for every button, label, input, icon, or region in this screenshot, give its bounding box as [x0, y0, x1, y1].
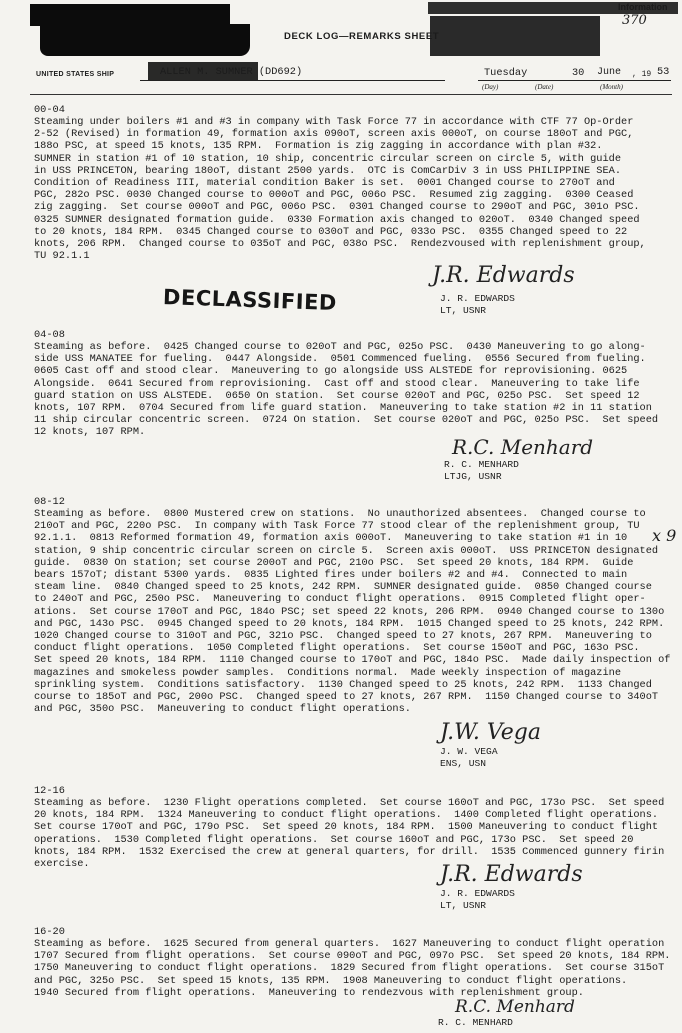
header-rule: [30, 94, 672, 95]
signer-name: J. W. VEGA: [440, 746, 498, 757]
watch-label: 08-12: [34, 496, 65, 508]
corner-note: Information: [618, 2, 668, 12]
signer-name: J. R. EDWARDS: [440, 888, 515, 899]
watch-label: 16-20: [34, 926, 65, 938]
log-month: June: [597, 67, 622, 78]
ship-label: UNITED STATES SHIP: [36, 71, 115, 78]
log-year: 53: [657, 66, 670, 78]
signer-rank: LT, USNR: [440, 900, 487, 911]
corner-number: 370: [622, 13, 647, 28]
signer-name: R. C. MENHARD: [438, 1017, 513, 1028]
entry-text: Steaming as before. 0800 Mustered crew on stations. No unauthorized absentees. Changed course to 210oT and PGC, 220o PSC. In company with Task Force 77 stood clear of the replenishment group, TU 92.1.1. 0813 Reformed formation 49, formation axis 000oT. Maneuvering to take station #1 in 10 station, 9 ship concentric circular screen on circle 5. Screen axis 000oT. USS PRINCETON designated guide. 0830 On station; set course 200oT and PGC, 210o PSC. Set speed 20 knots, 184 RPM. Guide bears 157oT; distant 5300 yards. 0835 Lighted fires under boilers #2 and #4. Connected to main steam line. 0840 Changed speed to 25 knots, 242 RPM. SUMNER designated guide. 0850 Changed course to 240oT and PGC, 250o PSC. Maneuvering to conduct flight operations. 0915 Completed flight oper- ations. Set course 170oT and PGC, 184o PSC; set speed 22 knots, 206 RPM. 0940 Changed course to 130o and PGC, 143o PSC. 0945 Changed speed to 20 knots, 184 RPM. 1015 Changed speed to 25 knots, 242 RPM. 1020 Changed course to 310oT and PGC, 321o PSC. Changed speed to 27 knots, 267 RPM. Maneuvering to conduct flight operations. 1050 Completed flight operations. Set course 150oT and PGC, 163o PSC. Set speed 20 knots, 184 RPM. 1110 Changed course to 170oT and PGC, 184o PSC. Made daily inspection of magazines and smokeless powder samples. Conditions normal. Made weekly inspection of magazine sprinkling system. Conditions satisfactory. 1130 Changed speed to 25 knots, 242 RPM. 1133 Changed course to 185oT and PGC, 200o PSC. Changed speed to 27 knots, 267 RPM. 1150 Changed course to 340oT and PGC, 350o PSC. Maneuvering to conduct flight operations.: [34, 508, 671, 716]
signer-rank: LTJG, USNR: [444, 471, 502, 482]
log-year-prefix: , 19: [632, 70, 652, 79]
declassified-stamp: DECLASSIFIED: [162, 284, 338, 316]
sheet-title: DECK LOG—REMARKS SHEET: [284, 31, 440, 42]
entry-text: Steaming as before. 0425 Changed course to 020oT and PGC, 025o PSC. 0430 Maneuvering to go along- side USS MANATEE for fueling. 0447 Alongside. 0501 Commenced fueling. 0556 Secured from fueling. 0605 Cast off and stood clear. Maneuvering to go alongside USS ALSTEDE for reprovisioning. 0625 Alongside. 0641 Secured from reprovisioning. Cast off and stood clear. Maneuvering to take life guard station on USS ALSTEDE. 0650 On station. Set course 020oT and PGC, 025o PSC. Set speed 12 knots, 107 RPM. 0704 Secured from life guard station. Maneuvering to take station #2 in 11 station 11 ship circular concentric screen. 0724 On station. Set course 020oT and PGC, 025o PSC. Set speed 12 knots, 107 RPM.: [34, 341, 659, 439]
signer-name: J. R. EDWARDS: [440, 293, 515, 304]
watch-label: 12-16: [34, 785, 65, 797]
signature-mark: R.C. Menhard: [455, 997, 575, 1017]
margin-note: x 9: [652, 526, 677, 545]
signature-mark: R.C. Menhard: [452, 435, 594, 459]
signer-rank: LT, USNR: [440, 305, 487, 316]
date-line: [478, 80, 671, 81]
date-label: (Date): [535, 83, 554, 91]
month-label: (Month): [600, 83, 623, 91]
signature-mark: J.R. Edwards: [440, 862, 583, 887]
log-date: 30: [572, 67, 585, 79]
day-label: (Day): [482, 83, 499, 91]
watch-label: 00-04: [34, 104, 65, 116]
signature-mark: J.W. Vega: [440, 720, 541, 745]
signer-name: R. C. MENHARD: [444, 459, 519, 470]
ship-name: ALLEN M. SUMNER (DD692): [160, 66, 303, 78]
entry-text: Steaming under boilers #1 and #3 in company with Task Force 77 in accordance with CTF 77 Op-Order 2-52 (Revised) in formation 49, formation axis 090oT, screen axis 000oT, on course 180oT and PGC, 188o PSC, at speed 15 knots, 135 RPM. Formation is zig zagging in accordance with plan #32. SUMNER in station #1 of 10 station, 10 ship, concentric circular screen on circle 5, with guide in USS PRINCETON, bearing 180oT, distant 2500 yards. OTC is ComCarDiv 3 in USS PHILIPPINE SEA. Condition of Readiness III, material condition Baker is set. 0001 Changed course to 270oT and PGC, 282o PSC. 0030 Changed course to 000oT and PGC, 006o PSC. Resumed zig zagging. 0300 Ceased zig zagging. Set course 000oT and PGC, 006o PSC. 0301 Changed course to 290oT and PGC, 301o PSC. 0325 SUMNER designated formation guide. 0330 Formation axis changed to 020oT. 0340 Changed speed to 20 knots, 184 RPM. 0345 Changed course to 030oT and PGC, 033o PSC. 0355 Changed speed to 22 knots, 206 RPM. Changed course to 035oT and PGC, 038o PSC. Rendezvoused with replenishment group, TU 92.1.1: [34, 116, 646, 263]
redaction-corner-block: [430, 16, 600, 56]
ship-name-line: [140, 80, 445, 81]
entry-text: Steaming as before. 1230 Flight operations completed. Set course 160oT and PGC, 173o PSC. Set speed 20 knots, 184 RPM. 1324 Maneuvering to conduct flight operations. 1400 Completed flight operations. Set course 170oT and PGC, 179o PSC. Set speed 20 knots, 184 RPM. 1500 Maneuvering to conduct flight operations. 1530 Completed flight operations. Set course 160oT and PGC, 173o PSC. Set speed 20 knots, 184 RPM. 1532 Exercised the crew at general quarters, for drill. 1535 Commenced gunnery firin exercise.: [34, 797, 665, 871]
watch-label: 04-08: [34, 329, 65, 341]
signer-rank: ENS, USN: [440, 758, 487, 769]
log-day: Tuesday: [484, 67, 528, 79]
entry-text: Steaming as before. 1625 Secured from general quarters. 1627 Maneuvering to conduct flight operation 1707 Secured from flight operations. Set course 090oT and PGC, 097o PSC. Set speed 20 knots, 184 RPM. 1750 Maneuvering to conduct flight operations. 1829 Secured from flight operations. Set course 315oT and PGC, 325o PSC. Set speed 15 knots, 135 RPM. 1908 Maneuvering to conduct flight operations. 1940 Secured from flight operations. Maneuvering to rendezvous with replenishment group.: [34, 938, 671, 999]
signature-mark: J.R. Edwards: [432, 263, 575, 288]
redaction-classification-lower: [40, 24, 250, 56]
